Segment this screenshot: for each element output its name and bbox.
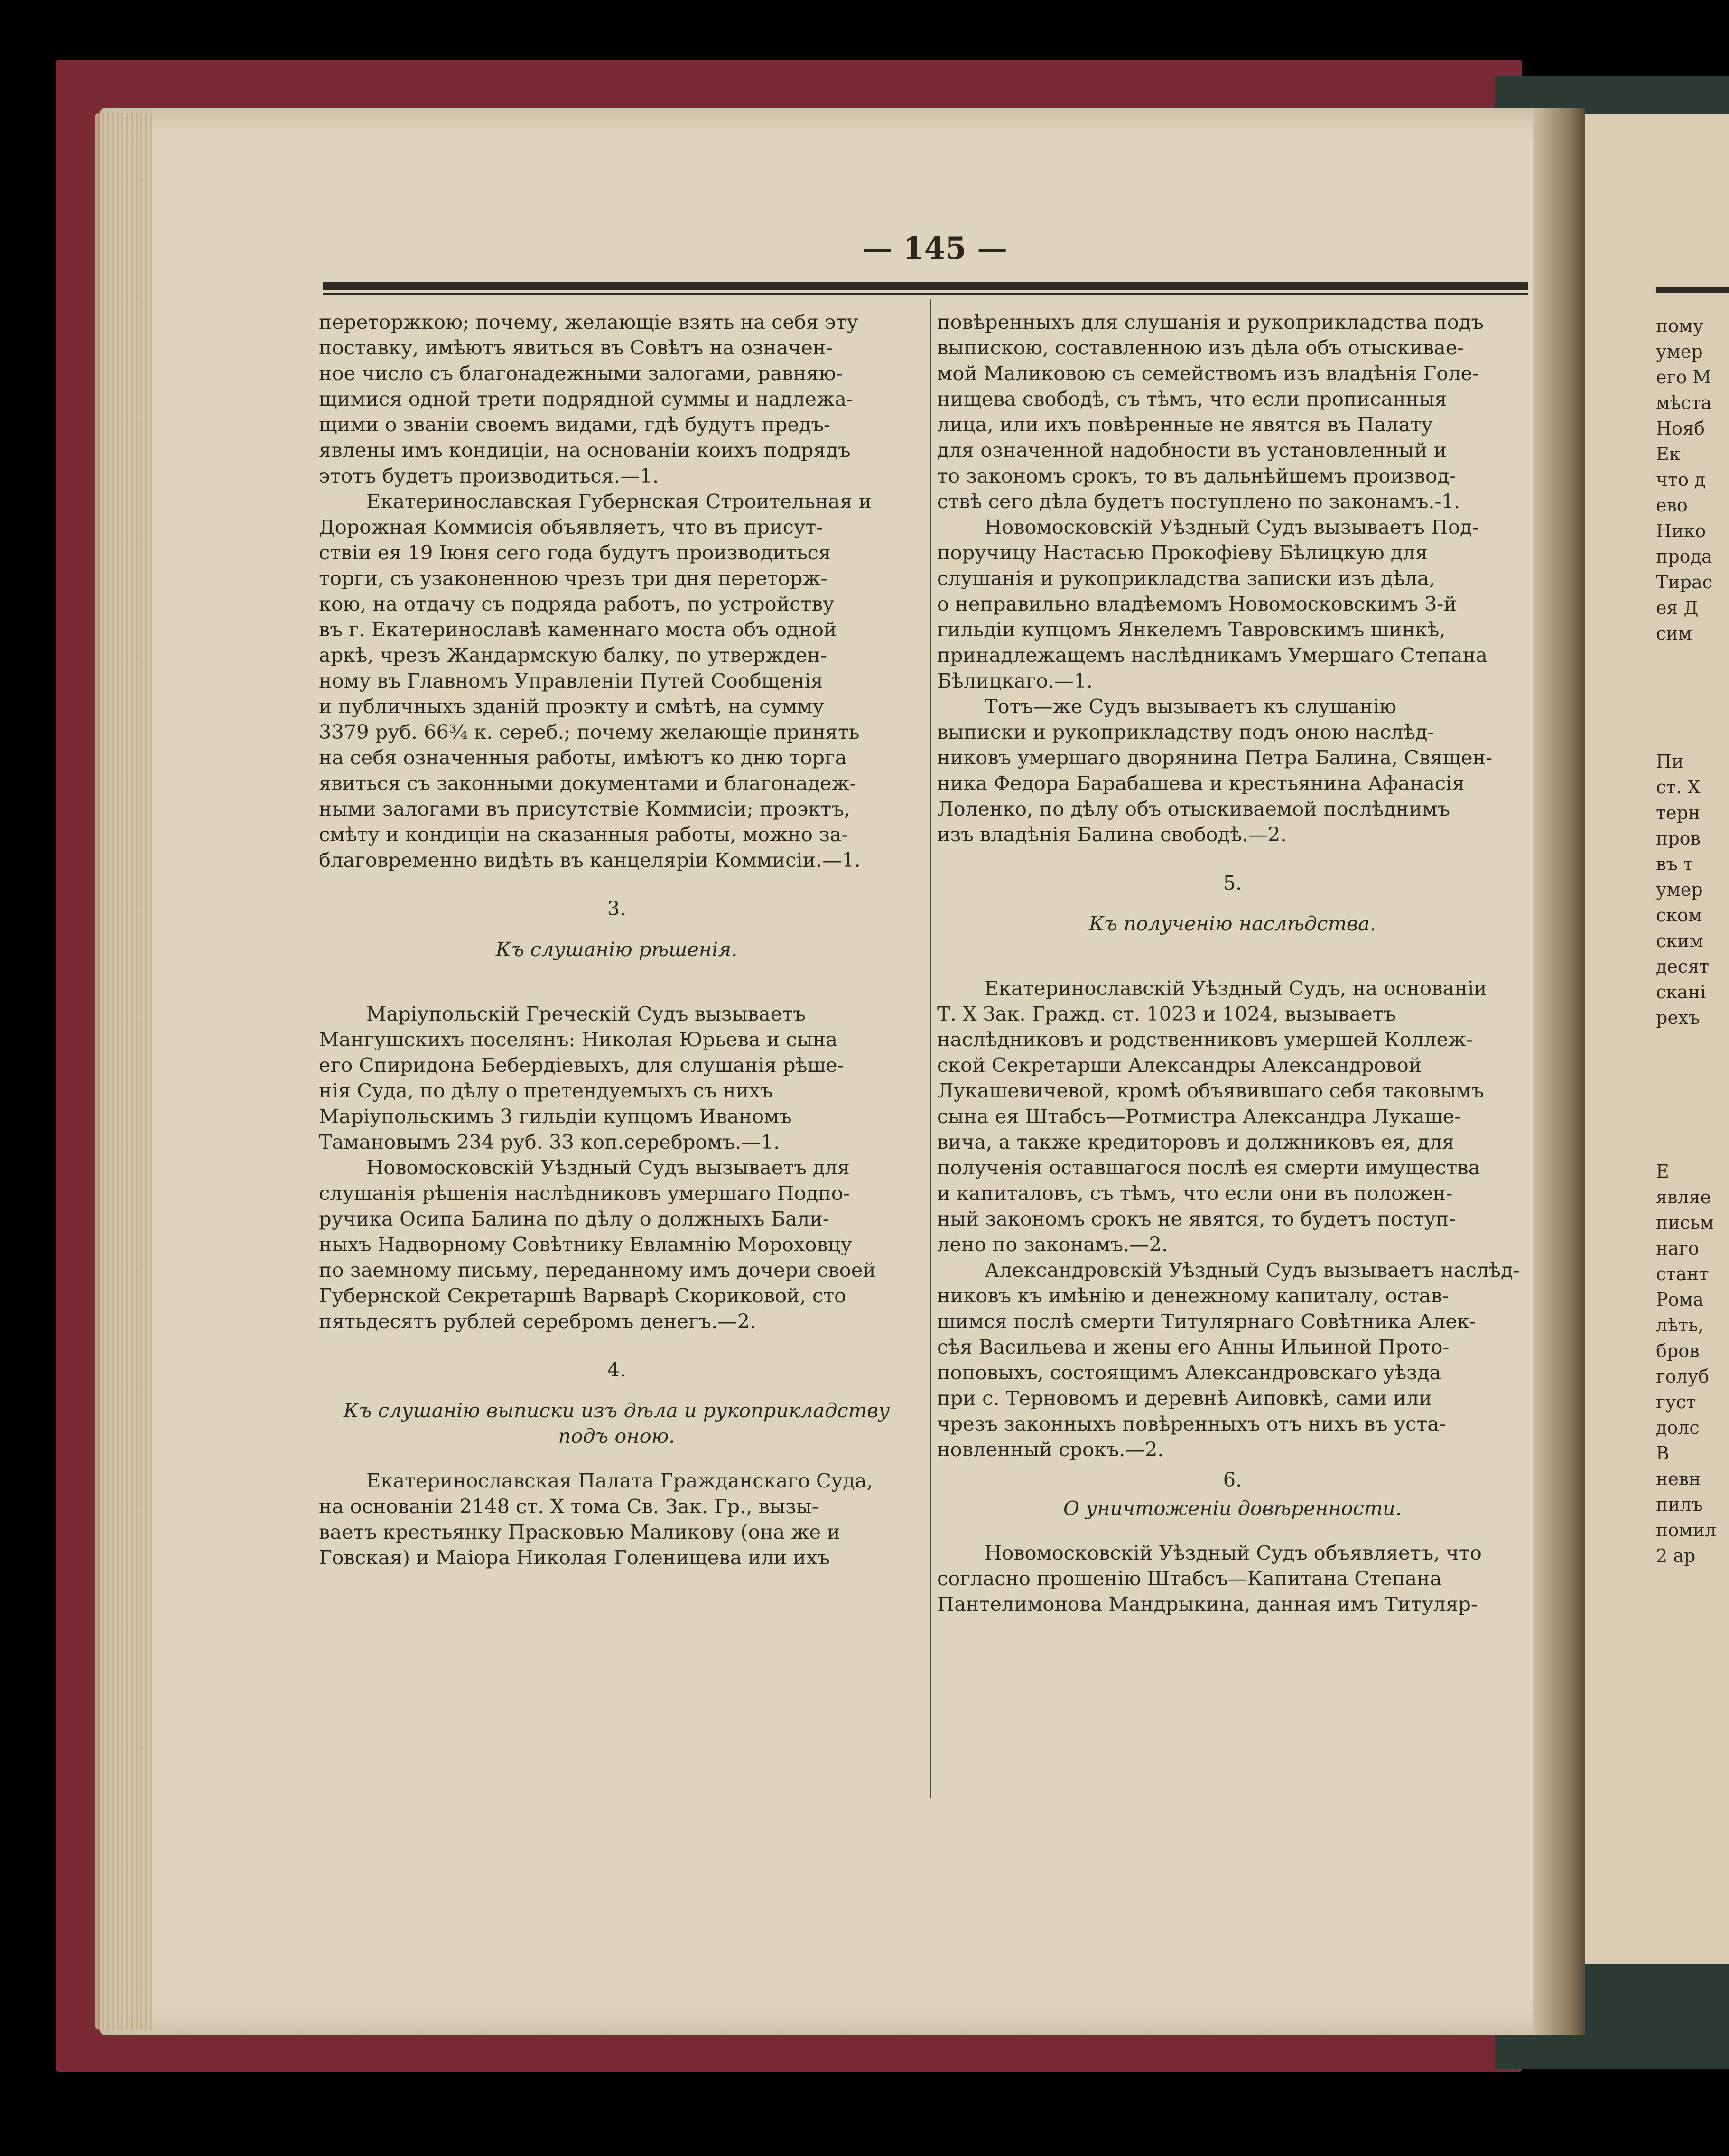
text-line: пому	[1656, 316, 1704, 336]
paragraph	[937, 694, 1528, 847]
text-line: ст. Х	[1656, 777, 1701, 798]
text-line: 3379 руб. 66¾ к. сереб.; почему желающіе принять	[319, 720, 860, 743]
text-line: Тамановымъ 234 руб. 33 коп.серебромъ.—1.	[319, 1130, 780, 1153]
text-line: Бѣлицкаго.—1.	[937, 669, 1093, 692]
text-line: невн	[1656, 1468, 1701, 1489]
text-line: Пантелимонова Мандрыкина, данная имъ Титуляр-	[937, 1592, 1478, 1616]
text-line: пилъ	[1656, 1494, 1703, 1515]
text-line: въ т	[1656, 854, 1693, 874]
header-rule	[323, 282, 1528, 290]
text-line: согласно прошенію Штабсъ—Капитана Степана	[937, 1567, 1442, 1590]
text-line: торги, съ узаконенною чрезъ три дня переторж-	[319, 567, 827, 590]
text-line: бров	[1656, 1340, 1700, 1361]
text-line: умер	[1656, 879, 1703, 900]
text-line: новленный срокъ.—2.	[937, 1438, 1164, 1461]
text-line: Мангушскихъ поселянъ: Николая Юрьева и сына	[319, 1028, 838, 1051]
text-line: рехъ	[1656, 1007, 1700, 1028]
text-line: чрезъ законныхъ повѣренныхъ отъ нихъ въ уста-	[937, 1412, 1446, 1435]
book-gutter	[1533, 108, 1585, 2035]
facing-page-rule	[1656, 287, 1729, 293]
text-line: ручика Осипа Балина по дѣлу о должныхъ Бали-	[319, 1207, 829, 1230]
text-line: выписки и рукоприкладству подъ оною наслѣд-	[937, 720, 1434, 743]
text-line: ском	[1656, 905, 1702, 926]
text-line: помил	[1656, 1520, 1717, 1541]
text-line: его М	[1656, 367, 1711, 388]
text-line: Тотъ—же Судъ вызываетъ къ слушанію	[985, 695, 1396, 718]
text-line: пров	[1656, 828, 1701, 849]
text-line: его Спиридона Бебердіевыхъ, для слушанія рѣше-	[319, 1053, 844, 1077]
text-line: Нико	[1656, 520, 1706, 541]
section-number: 3.	[607, 897, 626, 920]
text-line: Новомосковскій Уѣздный Судъ вызываетъ Под-	[985, 515, 1479, 539]
text-line: принадлежащемъ наслѣдникамъ Умершаго Степана	[937, 643, 1487, 667]
text-line: слушанія рѣшенія наслѣдниковъ умершаго Подпо-	[319, 1181, 850, 1205]
text-line: прода	[1656, 546, 1712, 567]
text-line: сим	[1656, 623, 1692, 644]
section-title: Къ слушанію рѣшенія.	[495, 938, 738, 961]
text-line: ныхъ Надворному Совѣтнику Евламнію Мороховцу	[319, 1233, 852, 1256]
text-line: никовъ къ имѣнію и денежному капиталу, остав-	[937, 1284, 1449, 1307]
text-line: ским	[1656, 930, 1703, 951]
text-line: В	[1656, 1443, 1669, 1464]
text-line: ваетъ крестьянку Прасковью Маликову (она же и	[319, 1520, 840, 1543]
text-line: Новомосковскій Уѣздный Судъ объявляетъ, что	[985, 1541, 1482, 1564]
text-line: аркѣ, чрезъ Жандармскую балку, по утвержден-	[319, 643, 827, 667]
section-number: 6.	[1223, 1468, 1242, 1491]
text-line: при с. Терновомъ и деревнѣ Аиповкѣ, сами или	[937, 1386, 1432, 1410]
text-line: щимися одной трети подрядной суммы и надлежа-	[319, 387, 853, 410]
text-line: поповыхъ, состоящимъ Александровскаго уѣзда	[937, 1361, 1441, 1384]
text-line: Говская) и Маіора Николая Голенищева или ихъ	[319, 1546, 830, 1569]
text-line: терн	[1656, 802, 1701, 823]
text-line: сѣя Васильева и жены его Анны Ильиной Прото-	[937, 1335, 1450, 1358]
text-line: Маріупольскимъ 3 гильдіи купцомъ Иваномъ	[319, 1105, 792, 1128]
text-line: Александровскій Уѣздный Судъ вызываетъ наслѣд-	[985, 1258, 1520, 1282]
text-line: и капиталовъ, съ тѣмъ, что если они въ положен-	[937, 1181, 1453, 1205]
text-line: что д	[1656, 469, 1706, 490]
paragraph	[937, 1257, 1528, 1462]
text-line: Екатеринославская Губернская Строительная и	[366, 490, 872, 513]
text-line: полученія оставшагося послѣ ея смерти имущества	[937, 1156, 1480, 1179]
text-line: ника Федора Барабашева и крестьянина Афанасія	[937, 771, 1465, 795]
text-line: явиться съ законными документами и благонадеж-	[319, 771, 856, 795]
text-line: о неправильно владѣемомъ Новомосковскимъ 3-й	[937, 592, 1457, 615]
text-line: Губернской Секретаршѣ Варварѣ Скориковой, сто	[319, 1284, 846, 1307]
text-line: ный закономъ срокъ не явятся, то будетъ поступ-	[937, 1207, 1456, 1230]
text-line: этотъ будетъ производиться.—1.	[319, 464, 659, 487]
section-title: Къ полученію наслѣдства.	[1088, 912, 1376, 935]
text-line: мѣста	[1656, 392, 1712, 413]
text-line: поставку, имѣютъ явиться въ Совѣтъ на означен-	[319, 336, 833, 359]
header-rule-thin	[323, 293, 1528, 295]
text-line: Дорожная Коммисія объявляетъ, что въ присут-	[319, 515, 823, 539]
paragraph	[937, 1540, 1528, 1617]
paragraph	[319, 489, 914, 873]
text-line: являе	[1656, 1187, 1711, 1208]
text-line: и публичныхъ зданій проэкту и смѣтѣ, на сумму	[319, 695, 824, 718]
text-line: письм	[1656, 1212, 1714, 1233]
section-number: 4.	[607, 1358, 626, 1381]
text-line: ное число съ благонадежными залогами, равняю-	[319, 362, 843, 385]
text-line: Лукашевичевой, кромѣ объявившаго себя таковымъ	[937, 1079, 1484, 1102]
text-line: переторжкою; почему, желающіе взять на себя эту	[319, 310, 858, 334]
text-line: ными залогами въ присутствіе Коммисіи; проэктъ,	[319, 797, 850, 820]
text-line: смѣту и кондиціи на сказанныя работы, можно за-	[319, 823, 848, 846]
text-line: благовременно видѣть въ канцеляріи Коммисіи.—1.	[319, 848, 861, 872]
text-line: Екатеринославская Палата Гражданскаго Суда,	[366, 1469, 873, 1492]
text-line: ному въ Главномъ Управленіи Путей Сообщенія	[319, 669, 823, 692]
section-number: 5.	[1223, 871, 1242, 894]
text-line: голуб	[1656, 1366, 1710, 1387]
text-line: выпискою, составленною изъ дѣла объ отыскивае-	[937, 336, 1464, 359]
text-line: никовъ умершаго дворянина Петра Балина, Священ-	[937, 746, 1493, 769]
text-line: для означенной надобности въ установленный и	[937, 438, 1447, 462]
text-line: кою, на отдачу съ подряда работъ, по устройству	[319, 592, 835, 615]
text-line: Е	[1656, 1161, 1669, 1182]
text-line: лица, или ихъ повѣренные не явятся въ Палату	[937, 413, 1433, 436]
text-line: скані	[1656, 982, 1706, 1003]
paragraph	[319, 309, 914, 489]
text-line: щими о званіи своемъ видами, гдѣ будутъ предъ-	[319, 413, 830, 436]
text-line: изъ владѣнія Балина свободѣ.—2.	[937, 823, 1287, 846]
text-line: ской Секретарши Александры Александровой	[937, 1053, 1422, 1077]
text-line: слушанія и рукоприкладства записки изъ дѣла,	[937, 567, 1435, 590]
text-line: гильдіи купцомъ Янкелемъ Тавровскимъ шинкѣ,	[937, 618, 1446, 641]
text-line: стант	[1656, 1264, 1709, 1284]
paragraph	[319, 1001, 914, 1155]
text-line: по заемному письму, переданному имъ дочери своей	[319, 1258, 876, 1282]
text-line: на себя означенныя работы, имѣютъ ко дню торга	[319, 746, 847, 769]
text-line: ствѣ сего дѣла будетъ поступлено по законамъ.-1.	[937, 490, 1460, 513]
text-line: наго	[1656, 1238, 1699, 1259]
page-number: — 145 —	[862, 231, 1008, 266]
text-line: Тирас	[1656, 572, 1712, 593]
text-line: Пи	[1656, 751, 1684, 772]
text-line: явлены имъ кондиціи, на основаніи коихъ подрядъ	[319, 438, 851, 462]
section-title: О уничтоженіи довѣренности.	[1063, 1496, 1402, 1520]
text-line: лѣть,	[1656, 1315, 1704, 1336]
text-line: поручицу Настасью Прокофіеву Бѣлицкую для	[937, 541, 1428, 564]
text-line: вича, а также кредиторовъ и должниковъ ея, для	[937, 1130, 1455, 1153]
text-line: долс	[1656, 1417, 1700, 1438]
text-line: на основаніи 2148 ст. X тома Св. Зак. Гр., вызы-	[319, 1495, 818, 1518]
text-line: шимся послѣ смерти Титулярнаго Совѣтника Алек-	[937, 1310, 1476, 1333]
text-line: Новомосковскій Уѣздный Судъ вызываетъ для	[366, 1156, 850, 1179]
text-line: нищева свободѣ, съ тѣмъ, что если прописанныя	[937, 387, 1447, 410]
section-title: Къ слушанію выписки изъ дѣла и рукоприкладству подъ оною.	[343, 1399, 890, 1448]
right-column	[937, 309, 1528, 1617]
text-line: Рома	[1656, 1289, 1704, 1310]
column-divider	[930, 299, 931, 1798]
text-line: лено по законамъ.—2.	[937, 1233, 1168, 1256]
page-edges	[95, 113, 152, 2030]
text-line: Маріупольскій Греческій Судъ вызываетъ	[366, 1002, 806, 1025]
text-line: то закономъ срокъ, то въ дальнѣйшемъ производ-	[937, 464, 1456, 487]
text-line: умер	[1656, 341, 1703, 362]
text-line: сына ея Штабсъ—Ротмистра Александра Лукаше-	[937, 1105, 1461, 1128]
facing-page-text	[1656, 313, 1729, 1569]
text-line: повѣренныхъ для слушанія и рукоприкладства подъ	[937, 310, 1484, 334]
text-line: десят	[1656, 956, 1710, 977]
paragraph	[319, 1155, 914, 1334]
text-line: мой Маликовою съ семействомъ изъ владѣнія Голе-	[937, 362, 1479, 385]
text-line: нія Суда, по дѣлу о претендуемыхъ съ нихъ	[319, 1079, 773, 1102]
text-line: Екатеринославскій Уѣздный Судъ, на основаніи	[985, 976, 1487, 1000]
text-line: ево	[1656, 495, 1688, 516]
paragraph	[937, 514, 1528, 694]
text-line: Т. X Зак. Гражд. ст. 1023 и 1024, вызываетъ	[937, 1002, 1396, 1025]
paragraph	[937, 309, 1528, 514]
text-line: Ек	[1656, 444, 1681, 465]
text-line: ея Д	[1656, 597, 1699, 618]
text-line: наслѣдниковъ и родственниковъ умершей Коллеж-	[937, 1028, 1473, 1051]
text-line: ствіи ея 19 Іюня сего года будутъ производиться	[319, 541, 831, 564]
text-line: густ	[1656, 1392, 1696, 1413]
left-column	[319, 309, 914, 1571]
paragraph	[937, 976, 1528, 1257]
text-line: пятьдесятъ рублей серебромъ денегъ.—2.	[319, 1310, 756, 1333]
text-line: Лоленко, по дѣлу объ отыскиваемой послѣднимъ	[937, 797, 1450, 820]
paragraph	[319, 1468, 914, 1571]
text-line: 2 ар	[1656, 1545, 1696, 1566]
text-line: Нояб	[1656, 418, 1705, 439]
text-line: въ г. Екатеринославѣ каменнаго моста объ одной	[319, 618, 837, 641]
